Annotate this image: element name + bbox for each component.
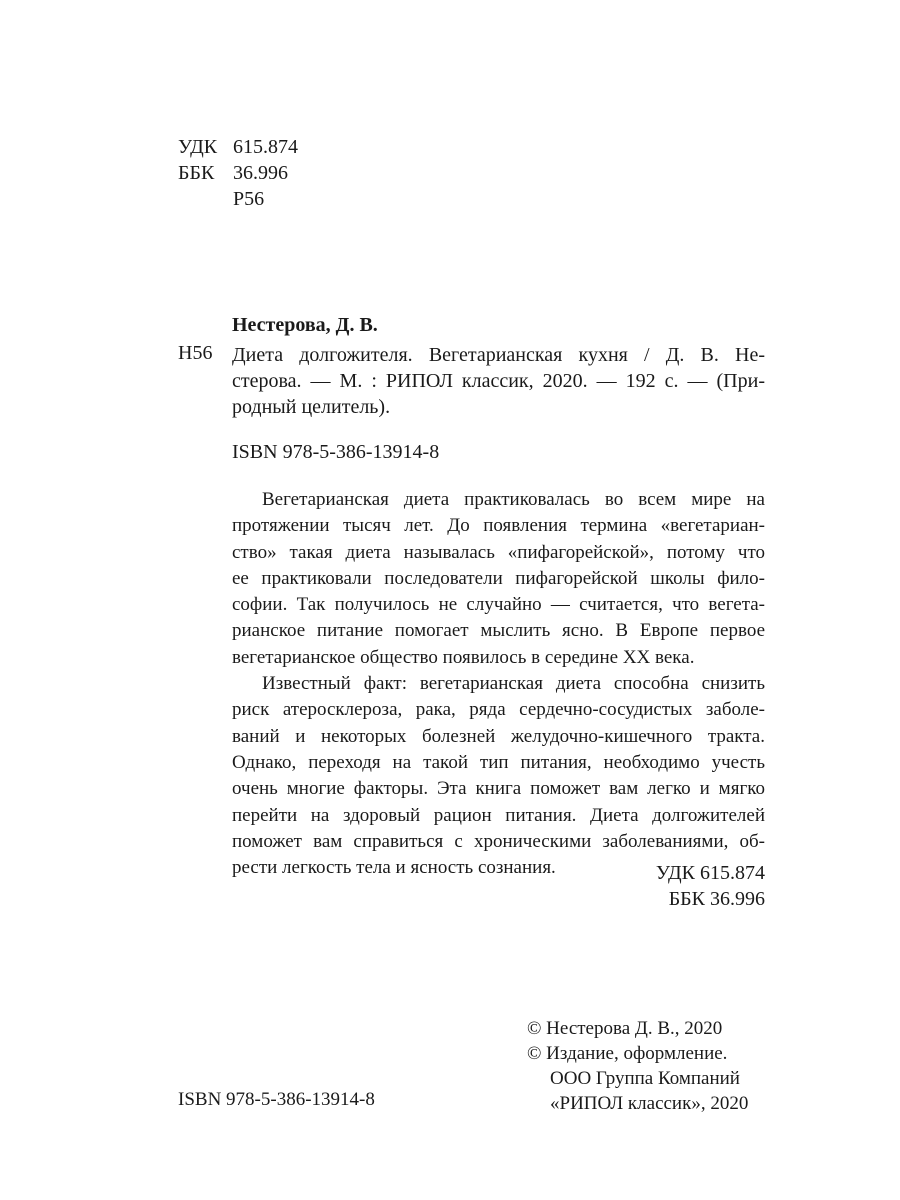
classification-block-top [178, 134, 298, 212]
copyright-publisher-name: «РИПОЛ классик», 2020 [550, 1093, 749, 1114]
bbk-row [178, 160, 298, 186]
bbk-value: 36.996 [233, 162, 288, 184]
udk-label: УДК [178, 136, 218, 158]
record-isbn: ISBN 978-5-386-13914-8 [232, 441, 440, 463]
copyright-author: © Нестерова Д. В., 2020 [527, 1018, 723, 1039]
record-line: Диета долгожителя. Вегетарианская кухня / Д. В. Не- [232, 344, 765, 366]
abstract-line: риск атеросклероза, рака, ряда сердечно-сосудистых заболе- [232, 699, 765, 721]
record-description [232, 342, 765, 420]
abstract-line: софии. Так получилось не случайно — считается, что вегета- [232, 594, 765, 616]
abstract-line: рианское питание помогает мыслить ясно. В Европе первое [232, 620, 765, 642]
udk-bottom: УДК 615.874 [655, 862, 765, 884]
classification-block-bottom [656, 860, 765, 912]
record-line: стерова. — М. : РИПОЛ классик, 2020. — 192 с. — (При- [232, 370, 765, 392]
record-author: Нестерова, Д. В. [232, 314, 378, 336]
abstract-line: ство» такая диета называлась «пифагорейской», потому что [232, 541, 765, 563]
udk-row [178, 134, 298, 160]
bbk-bottom: ББК 36.996 [668, 888, 765, 910]
record-author-code: Н56 [178, 342, 213, 364]
abstract-line: поможет вам справиться с хроническими заболеваниями, об- [232, 830, 765, 852]
abstract-line: ваний и некоторых болезней желудочно-кишечного тракта. [232, 725, 765, 747]
abstract-line: вегетарианское общество появилось в середине XX века. [232, 646, 695, 668]
copyright-edition: © Издание, оформление. [527, 1043, 728, 1064]
abstract-line: перейти на здоровый рацион питания. Диета долгожителей [232, 804, 765, 826]
copyright-publisher: ООО Группа Компаний [550, 1068, 740, 1089]
abstract-line: Известный факт: вегетарианская диета способна снизить [262, 673, 765, 695]
record-line: родный целитель). [232, 396, 391, 418]
bbk-label: ББК [178, 162, 215, 184]
copyright-block [527, 1016, 748, 1116]
abstract-line: очень многие факторы. Эта книга поможет вам легко и мягко [232, 778, 765, 800]
author-mark: Р56 [233, 188, 265, 210]
abstract-line: рести легкость тела и ясность сознания. [232, 857, 556, 879]
isbn-bottom: ISBN 978-5-386-13914-8 [178, 1089, 375, 1110]
abstract [232, 487, 765, 881]
abstract-line: протяжении тысяч лет. До появления термина «вегетариан- [232, 515, 765, 537]
abstract-line: Однако, переходя на такой тип питания, необходимо учесть [232, 751, 765, 773]
author-mark-row [178, 186, 298, 212]
abstract-line: Вегетарианская диета практиковалась во всем мире на [262, 489, 765, 510]
udk-value: 615.874 [233, 136, 298, 158]
abstract-line: ее практиковали последователи пифагорейской школы фило- [232, 567, 765, 589]
